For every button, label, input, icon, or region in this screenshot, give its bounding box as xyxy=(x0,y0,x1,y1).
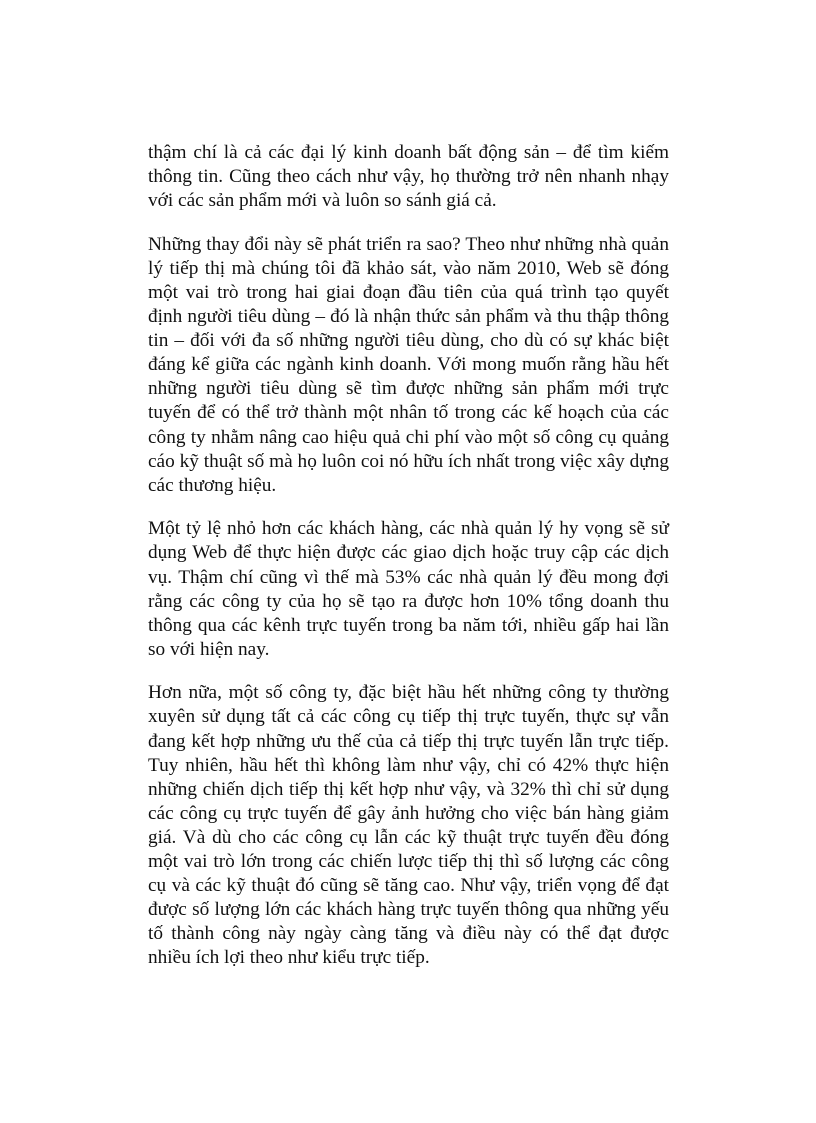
paragraph-2: Những thay đổi này sẽ phát triển ra sao? Theo như những nhà quản lý tiếp thị mà chúng tôi đã khảo sát, vào năm 2010, Web sẽ đóng một vai trò trong hai giai đoạn đầu tiên của quá trình tạo quyết định người tiêu dùng – đó là nhận thức sản phẩm và thu thập thông tin – đối với đa số những người tiêu dùng, cho dù có sự khác biệt đáng kể giữa các ngành kinh doanh. Với mong muốn rằng hầu hết những người tiêu dùng sẽ tìm được những sản phẩm mới trực tuyến để có thể trở thành một nhân tố trong các kế hoạch của các công ty nhằm nâng cao hiệu quả chi phí vào một số công cụ quảng cáo kỹ thuật số mà họ luôn coi nó hữu ích nhất trong việc xây dựng các thương hiệu. xyxy=(148,233,669,496)
paragraph-3: Một tỷ lệ nhỏ hơn các khách hàng, các nhà quản lý hy vọng sẽ sử dụng Web để thực hiện được các giao dịch hoặc truy cập các dịch vụ. Thậm chí cũng vì thế mà 53% các nhà quản lý đều mong đợi rằng các công ty của họ sẽ tạo ra được hơn 10% tổng doanh thu thông qua các kênh trực tuyến trong ba năm tới, nhiều gấp hai lần so với hiện nay. xyxy=(148,518,669,660)
document-body xyxy=(148,141,669,990)
paragraph-4: Hơn nữa, một số công ty, đặc biệt hầu hết những công ty thường xuyên sử dụng tất cả các công cụ tiếp thị trực tuyến, thực sự vẫn đang kết hợp những ưu thế của cả tiếp thị trực tuyến lẫn trực tiếp. Tuy nhiên, hầu hết thì không làm như vậy, chỉ có 42% thực hiện những chiến dịch tiếp thị kết hợp như vậy, và 32% thì chỉ sử dụng các công cụ trực tuyến để gây ảnh hưởng cho việc bán hàng giảm giá. Và dù cho các công cụ lẫn các kỹ thuật trực tuyến đều đóng một vai trò lớn trong các chiến lược tiếp thị thì số lượng các công cụ và các kỹ thuật đó cũng sẽ tăng cao. Như vậy, triển vọng để đạt được số lượng lớn các khách hàng trực tuyến thông qua những yếu tố thành công này ngày càng tăng và điều này có thể đạt được nhiều ích lợi theo như kiểu trực tiếp. xyxy=(148,682,669,969)
paragraph-1: thậm chí là cả các đại lý kinh doanh bất động sản – để tìm kiếm thông tin. Cũng theo cách như vậy, họ thường trở nên nhanh nhạy với các sản phẩm mới và luôn so sánh giá cả. xyxy=(148,142,669,212)
